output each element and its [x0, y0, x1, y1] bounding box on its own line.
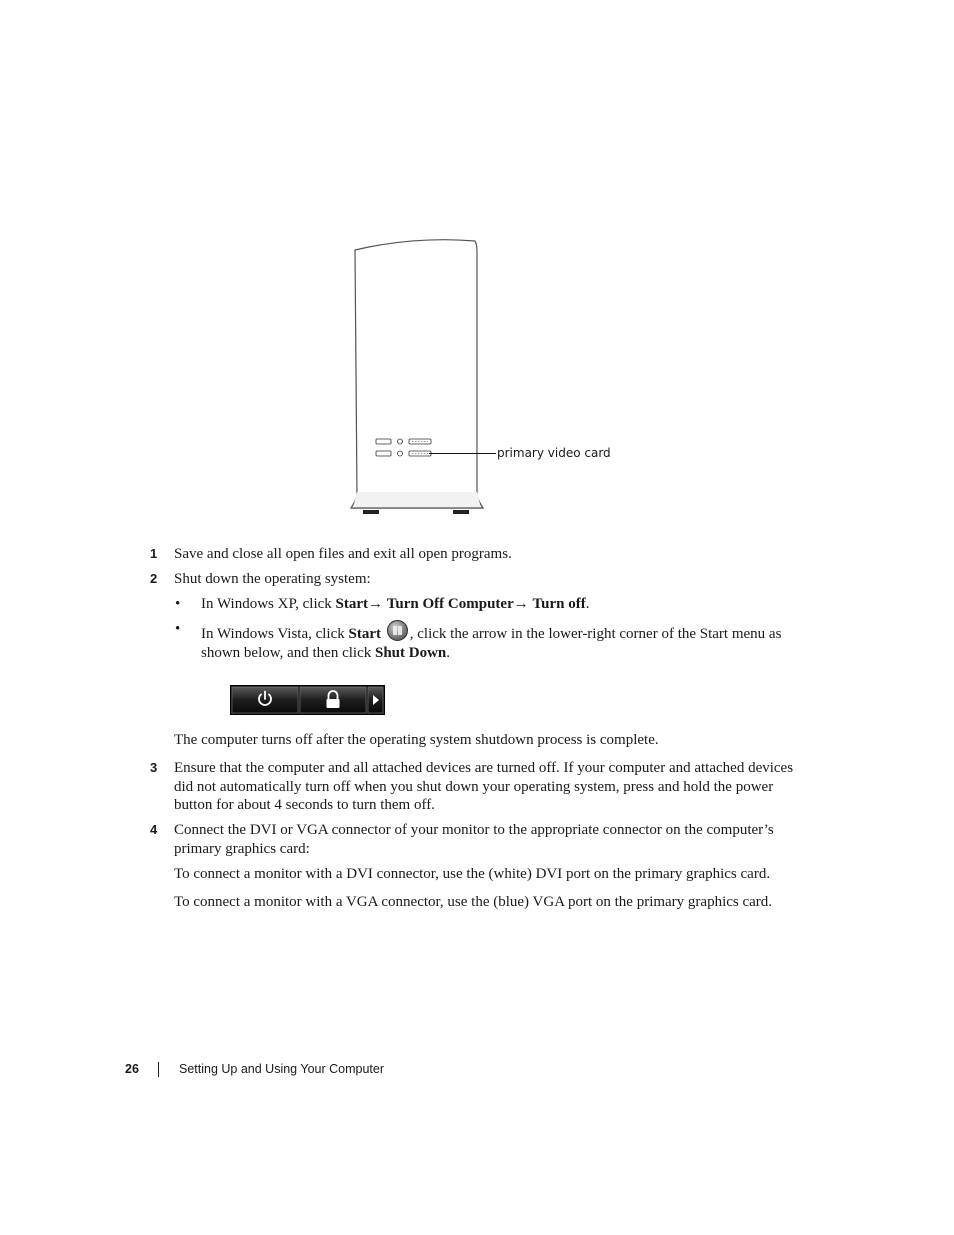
callout-primary-video-card: primary video card	[497, 446, 611, 460]
step-number: 1	[150, 546, 158, 561]
step-number: 4	[150, 822, 158, 837]
step-number: 2	[150, 571, 158, 586]
vga-paragraph: To connect a monitor with a VGA connector, use the (blue) VGA port on the primary graphics card.	[174, 894, 773, 910]
step-text: Save and close all open files and exit all open programs.	[174, 546, 512, 562]
footer-divider	[158, 1062, 159, 1077]
shutdown-complete-paragraph: The computer turns off after the operating system shutdown process is complete.	[174, 732, 659, 748]
step-text: Shut down the operating system:	[174, 571, 371, 587]
arrow-glyph: →	[368, 596, 387, 612]
step-text: Connect the DVI or VGA connector of your monitor to the appropriate connector on the computer’s primary graphics card:	[174, 822, 774, 857]
dvi-paragraph: To connect a monitor with a DVI connector, use the (white) DVI port on the primary graphics card.	[174, 866, 771, 882]
text-run: .	[446, 644, 451, 661]
arrow-glyph: →	[513, 596, 533, 612]
menu-turn-off: Turn off	[532, 596, 586, 612]
computer-back-figure	[345, 234, 615, 520]
text-run: In Windows Vista, click	[201, 626, 349, 642]
text-run: , click the arrow in the lower-right corner of the Start menu as shown below, and then click	[201, 626, 782, 661]
vista-shutdown-buttons	[230, 685, 385, 715]
bullet-dot: •	[175, 596, 181, 612]
bullet-text	[201, 595, 811, 614]
text-run: .	[585, 596, 590, 612]
bullet-text	[201, 620, 811, 662]
menu-start: Start	[335, 596, 369, 612]
footer-section-title: Setting Up and Using Your Computer	[179, 1062, 384, 1076]
page-number: 26	[125, 1062, 139, 1076]
windows-start-orb-icon	[387, 620, 408, 641]
menu-turn-off-computer: Turn Off Computer	[386, 596, 514, 612]
computer-chassis-illustration	[345, 234, 615, 520]
step-text: Ensure that the computer and all attached devices are turned off. If your computer and attached devices did not automatically turn off when you shut down your operating system, press and hold the power button for about 4 seconds to turn them off.	[174, 760, 794, 813]
menu-shut-down: Shut Down	[375, 644, 447, 661]
step-number: 3	[150, 760, 158, 775]
bullet-dot: •	[175, 621, 181, 637]
text-run: In Windows XP, click	[201, 596, 336, 612]
menu-start: Start	[348, 626, 382, 642]
